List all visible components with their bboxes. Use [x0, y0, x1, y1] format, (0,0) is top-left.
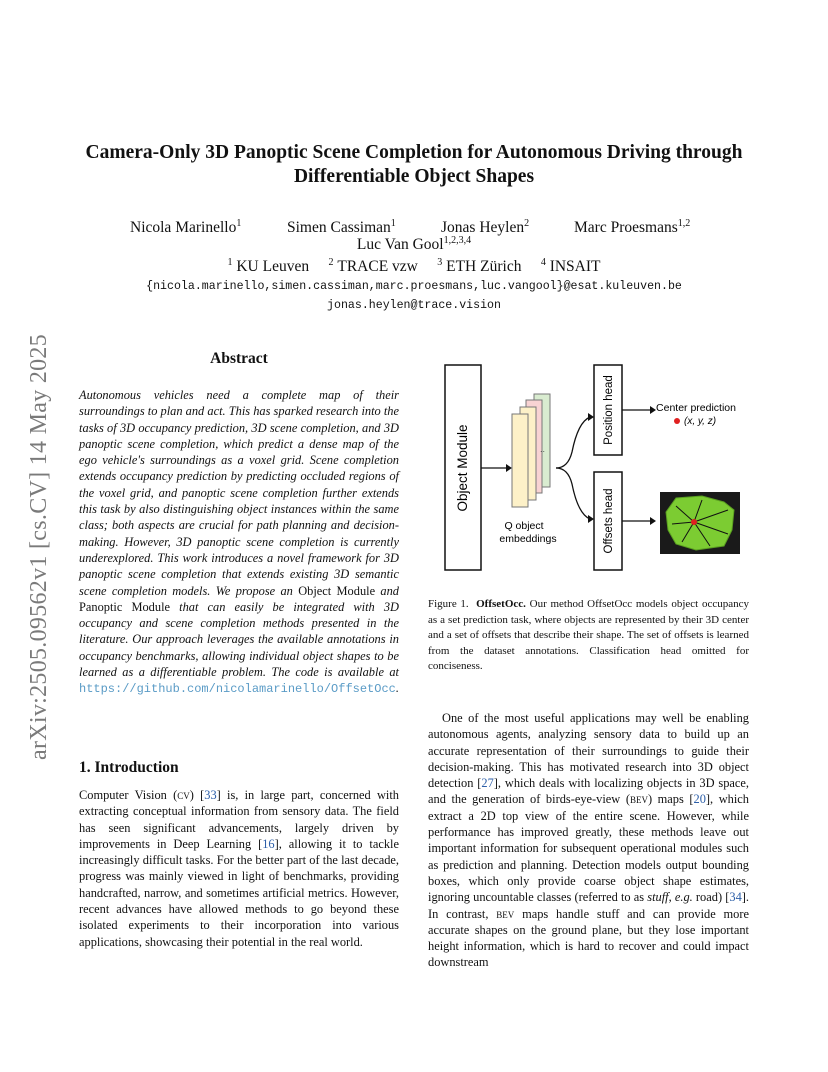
offsets-head-label: Offsets head: [603, 488, 615, 554]
arxiv-stamp: [20, 333, 60, 760]
author-last: Luc Van Gool$^{1,2,3,4}$: [356, 234, 472, 253]
arrowhead: [588, 413, 594, 421]
embeddings-label-1: Q object: [504, 520, 544, 532]
intro-right-paragraph: One of the most useful applications may well be enabling autonomous agents, analyzing sensory data to build up an accurate representation of their surroundings to guide their decision-making. This has motivated research into 3D object detection [27], which deals with localizing objects in 3D space, and the generation of birds-eye-view (bev) maps [20], which extract a 2D top view of the entire scene. However, while performance has improved greatly, these methods leave out important information for subsequent operational modules such as prediction and planning. Detection models output bounding boxes, which only provide coarse object shape estimates, ignoring uncountable classes (referred to as stuff, e.g. road) [34]. In contrast, bev maps handle stuff and can provide more accurate shapes on the ground plane, but they lose important height information, which is hard to recover and could impact downstream: [428, 711, 749, 970]
author: Marc Proesmans$^{1,2}$: [574, 217, 691, 236]
voxel-object-image: [660, 492, 740, 554]
intro-left-paragraph: Computer Vision (cv) [33] is, in large part, concerned with extracting conceptual information from sensory data. The field has seen significant advancements, largely driven by improvements in Deep Learning [16], allowing it to tackle increasingly difficult tasks. For the better part of the last decade, progress was mainly viewed in light of benchmarks, providing handcrafted, narrow, and sometimes artificial metrics. However, recent advances have allowed methods to go beyond these isolated experiments to their incorporation into various applications, showcasing their potential in the real world.: [79, 788, 399, 949]
author: Simen Cassiman$^1$: [287, 217, 396, 236]
embedding-card-cream-front: [512, 414, 528, 507]
email-line-2: jonas.heylen@trace.vision: [327, 299, 501, 312]
object-module-label: Object Module: [455, 424, 470, 512]
arxiv-identifier: arXiv:2505.09562v1 [cs.CV] 14 May 2025: [26, 333, 52, 760]
arrowhead: [588, 515, 594, 523]
email-line-1: {nicola.marinello,simen.cassiman,marc.proesmans,luc.vangool}@esat.kuleuven.be: [146, 280, 682, 293]
author: Nicola Marinello$^1$: [130, 217, 242, 236]
citation-link[interactable]: 20: [693, 792, 706, 807]
arrowhead: [650, 517, 656, 525]
paper-title: [60, 141, 768, 189]
abstract-heading: Abstract: [210, 350, 268, 367]
code-link[interactable]: https://github.com/nicolamarinello/OffsetOcc: [79, 682, 396, 697]
arrowhead: [506, 464, 512, 472]
voxel-center-dot: [691, 519, 697, 525]
branch-arrow-down: [556, 468, 590, 519]
figure-caption: Figure 1. OffsetOcc. Our method OffsetOcc models object occupancy as a set prediction task, where objects are represented by their 3D center and a set of offsets that describe their shape. The set of offsets is learned from the dataset annotations. Classification head omitted for conciseness.: [428, 598, 749, 673]
citation-link[interactable]: 33: [204, 788, 217, 802]
center-point-icon: [674, 418, 680, 424]
center-prediction-label: Center prediction: [656, 402, 736, 414]
figure-1: [444, 362, 744, 578]
title-line-2: Differentiable Object Shapes: [293, 166, 535, 187]
center-coordinates: (x, y, z): [684, 416, 717, 427]
section-heading-introduction: 1. Introduction: [79, 759, 179, 776]
citation-link[interactable]: 34: [729, 890, 742, 905]
citation-link[interactable]: 16: [262, 836, 275, 851]
title-line-1: Camera-Only 3D Panoptic Scene Completion for Autonomous Driving through: [85, 142, 743, 163]
citation-link[interactable]: 27: [481, 776, 494, 791]
branch-arrow-up: [556, 417, 590, 468]
position-head-label: Position head: [603, 375, 615, 445]
abstract-body: Autonomous vehicles need a complete map of their surroundings to plan and act. This has sparked research into the tasks of 3D occupancy prediction, 3D scene completion, and 3D panoptic scene completion, which predict a dense map of the ego vehicle's surroundings as a voxel grid. Scene completion extends occupancy prediction by predicting occluded regions of the voxel grid, and panoptic scene completion further extends this task by also distinguishing object instances within the same class; both aspects are crucial for path planning and decision-making. However, 3D panoptic scene completion is currently underexplored. This work introduces a novel framework for 3D panoptic scene completion that extends existing 3D semantic scene completion models. We propose an Object Module and Panoptic Module that can easily be integrated with 3D occupancy and scene completion methods presented in the literature. Our approach leverages the available annotations in occupancy benchmarks, allowing individual object shapes to be learned as a differentiable problem. The code is available at https://github.com/nicolamarinello/OffsetOcc.: [79, 388, 399, 697]
affiliations: $^1$ KU Leuven $^2$ TRACE vzw $^3$ ETH Zürich $^4$ INSAIT: [227, 256, 601, 275]
ellipsis-mark: ..: [540, 444, 546, 454]
embeddings-label-2: embeddings: [499, 533, 557, 545]
author: Jonas Heylen$^2$: [441, 217, 530, 236]
offsetocc-diagram: [444, 362, 744, 578]
